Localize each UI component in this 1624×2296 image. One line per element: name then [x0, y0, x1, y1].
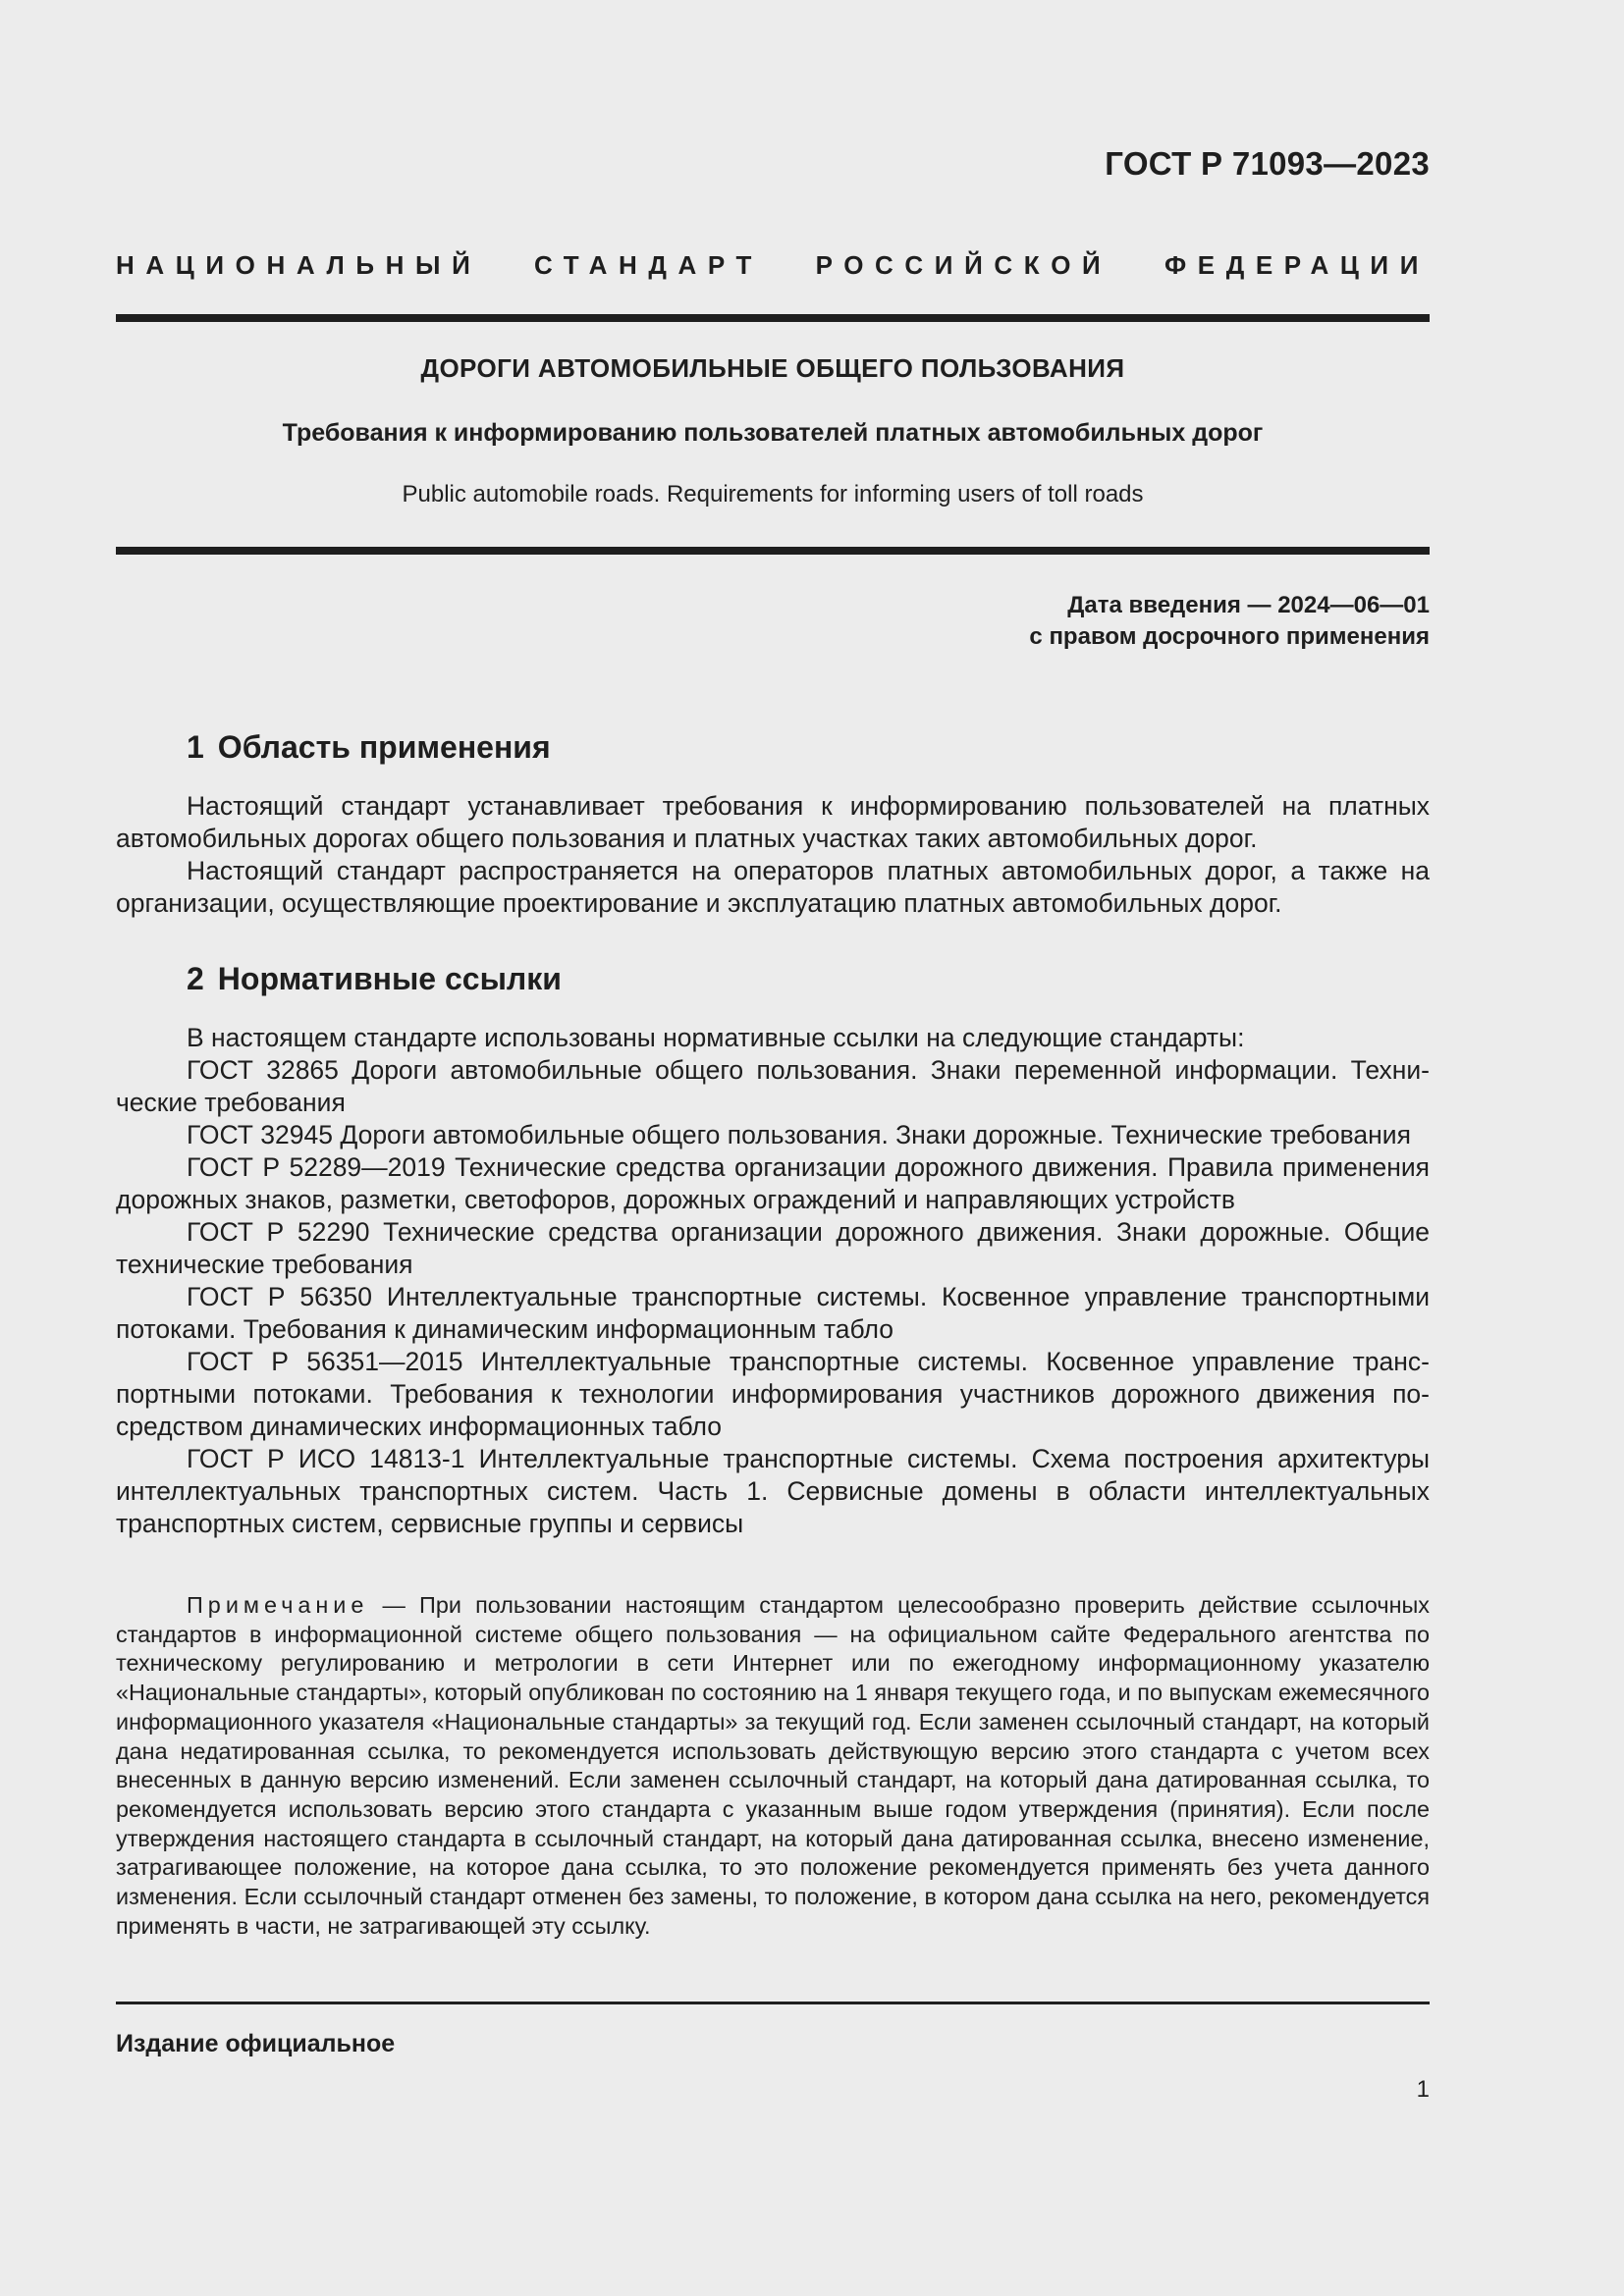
section-1-number: 1: [187, 729, 204, 765]
section-2-heading: [187, 961, 562, 997]
document-subtitle: Требования к информированию пользователей платных автомобильных дорог: [282, 419, 1264, 447]
reference-item: ГОСТ Р 56350 Интеллектуальные транспортные системы. Косвенное управление транспортными потоками. Требования к динамическим информационным табло: [116, 1282, 1430, 1344]
section-2-intro: В настоящем стандарте использованы нормативные ссылки на следующие стандарты:: [187, 1023, 1245, 1052]
document-title: ДОРОГИ АВТОМОБИЛЬНЫЕ ОБЩЕГО ПОЛЬЗОВАНИЯ: [420, 353, 1125, 383]
section-2-number: 2: [187, 961, 204, 996]
national-standard-banner: НАЦИОНАЛЬНЫЙ СТАНДАРТ РОССИЙСКОЙ ФЕДЕРАЦИИ: [116, 250, 1430, 280]
gost-identifier: ГОСТ Р 71093—2023: [1105, 145, 1430, 182]
section-2-body: [116, 1022, 1430, 1540]
page-number: 1: [1416, 2076, 1430, 2103]
official-edition-label: Издание официальное: [116, 2030, 396, 2057]
footer-rule: [116, 2002, 1430, 2004]
section-1-paragraph: Настоящий стандарт распространяется на операторов платных автомобильных дорог, а также на организации, осуществляющие проектирование и эксплуатацию платных автомобильных дорог.: [116, 856, 1430, 918]
section-2-title: Нормативные ссылки: [217, 961, 562, 996]
reference-item: ГОСТ Р 52290 Технические средства организации дорожного движения. Знаки дорожные. Общие технические требования: [116, 1217, 1430, 1279]
reference-item: ГОСТ 32945 Дороги автомобильные общего пользования. Знаки дорожные. Технические требования: [187, 1120, 1411, 1149]
introduction-date-line: Дата введения — 2024—06—01: [1067, 592, 1430, 618]
reference-note-paragraph: [116, 1591, 1430, 1941]
introduction-date: [1029, 590, 1430, 653]
section-1-heading: [187, 729, 551, 766]
reference-item: ГОСТ Р 56351—2015 Интеллектуальные транспортные системы. Косвенное управление транспортными потоками. Требования к технологии информирования участников дорожного движения посредством динамических информационных табло: [116, 1347, 1430, 1441]
reference-note: [116, 1591, 1430, 1941]
note-label: Примечание: [187, 1592, 369, 1618]
section-1-paragraph: Настоящий стандарт устанавливает требования к информированию пользователей на платных автомобильных дорогах общего пользования и платных участках таких автомобильных дорог.: [116, 791, 1430, 853]
early-application-line: с правом досрочного применения: [1029, 623, 1430, 650]
header-rule-top: [116, 314, 1430, 322]
section-1-title: Область применения: [217, 729, 551, 765]
reference-item: ГОСТ Р ИСО 14813-1 Интеллектуальные транспортные системы. Схема построения архитектуры интеллектуальных транспортных систем. Часть 1. Сервисные домены в области интеллектуальных транспортных систем, сервисные группы и сервисы: [116, 1444, 1430, 1538]
note-text: — При пользовании настоящим стандартом целесообразно проверить действие ссылочных стандартов в информационной системе общего пользования — на официальном сайте Федерального агентства по техническому регулированию и метрологии в сети Интернет или по ежегодному информационному указателю «Национальные стандарты», который опубликован по состоянию на 1 января текущего года, и по выпускам ежемесячного информационного указателя «Национальные стандарты» за текущий год. Если заменен ссылочный стандарт, на который дана недатированная ссылка, то рекомендуется использовать действующую версию этого стандарта с учетом всех внесенных в данную версию изменений. Если заменен ссылочный стандарт, на который дана датированная ссылка, то рекомендуется использовать версию этого стандарта с указанным выше годом утверждения (принятия). Если после утверждения настоящего стандарта в ссылочный стандарт, на который дана датированная ссылка, внесено изменение, затрагивающее положение, на которое дана ссылка, то это положение рекомендуется применять без учета данного изменения. Если ссылочный стандарт отменен без замены, то положение, в котором дана ссылка на него, рекомендуется применять в части, не затрагивающей эту ссылку.: [116, 1592, 1430, 1939]
header-rule-bottom: [116, 547, 1430, 555]
section-1-body: [116, 790, 1430, 920]
reference-item: ГОСТ 32865 Дороги автомобильные общего пользования. Знаки переменной информации. Технические требования: [116, 1055, 1430, 1117]
document-title-english: Public automobile roads. Requirements for informing users of toll roads: [402, 481, 1144, 507]
reference-item: ГОСТ Р 52289—2019 Технические средства организации дорожного движения. Правила применения дорожных знаков, разметки, светофоров, дорожных ограждений и направляющих устройств: [116, 1152, 1430, 1214]
